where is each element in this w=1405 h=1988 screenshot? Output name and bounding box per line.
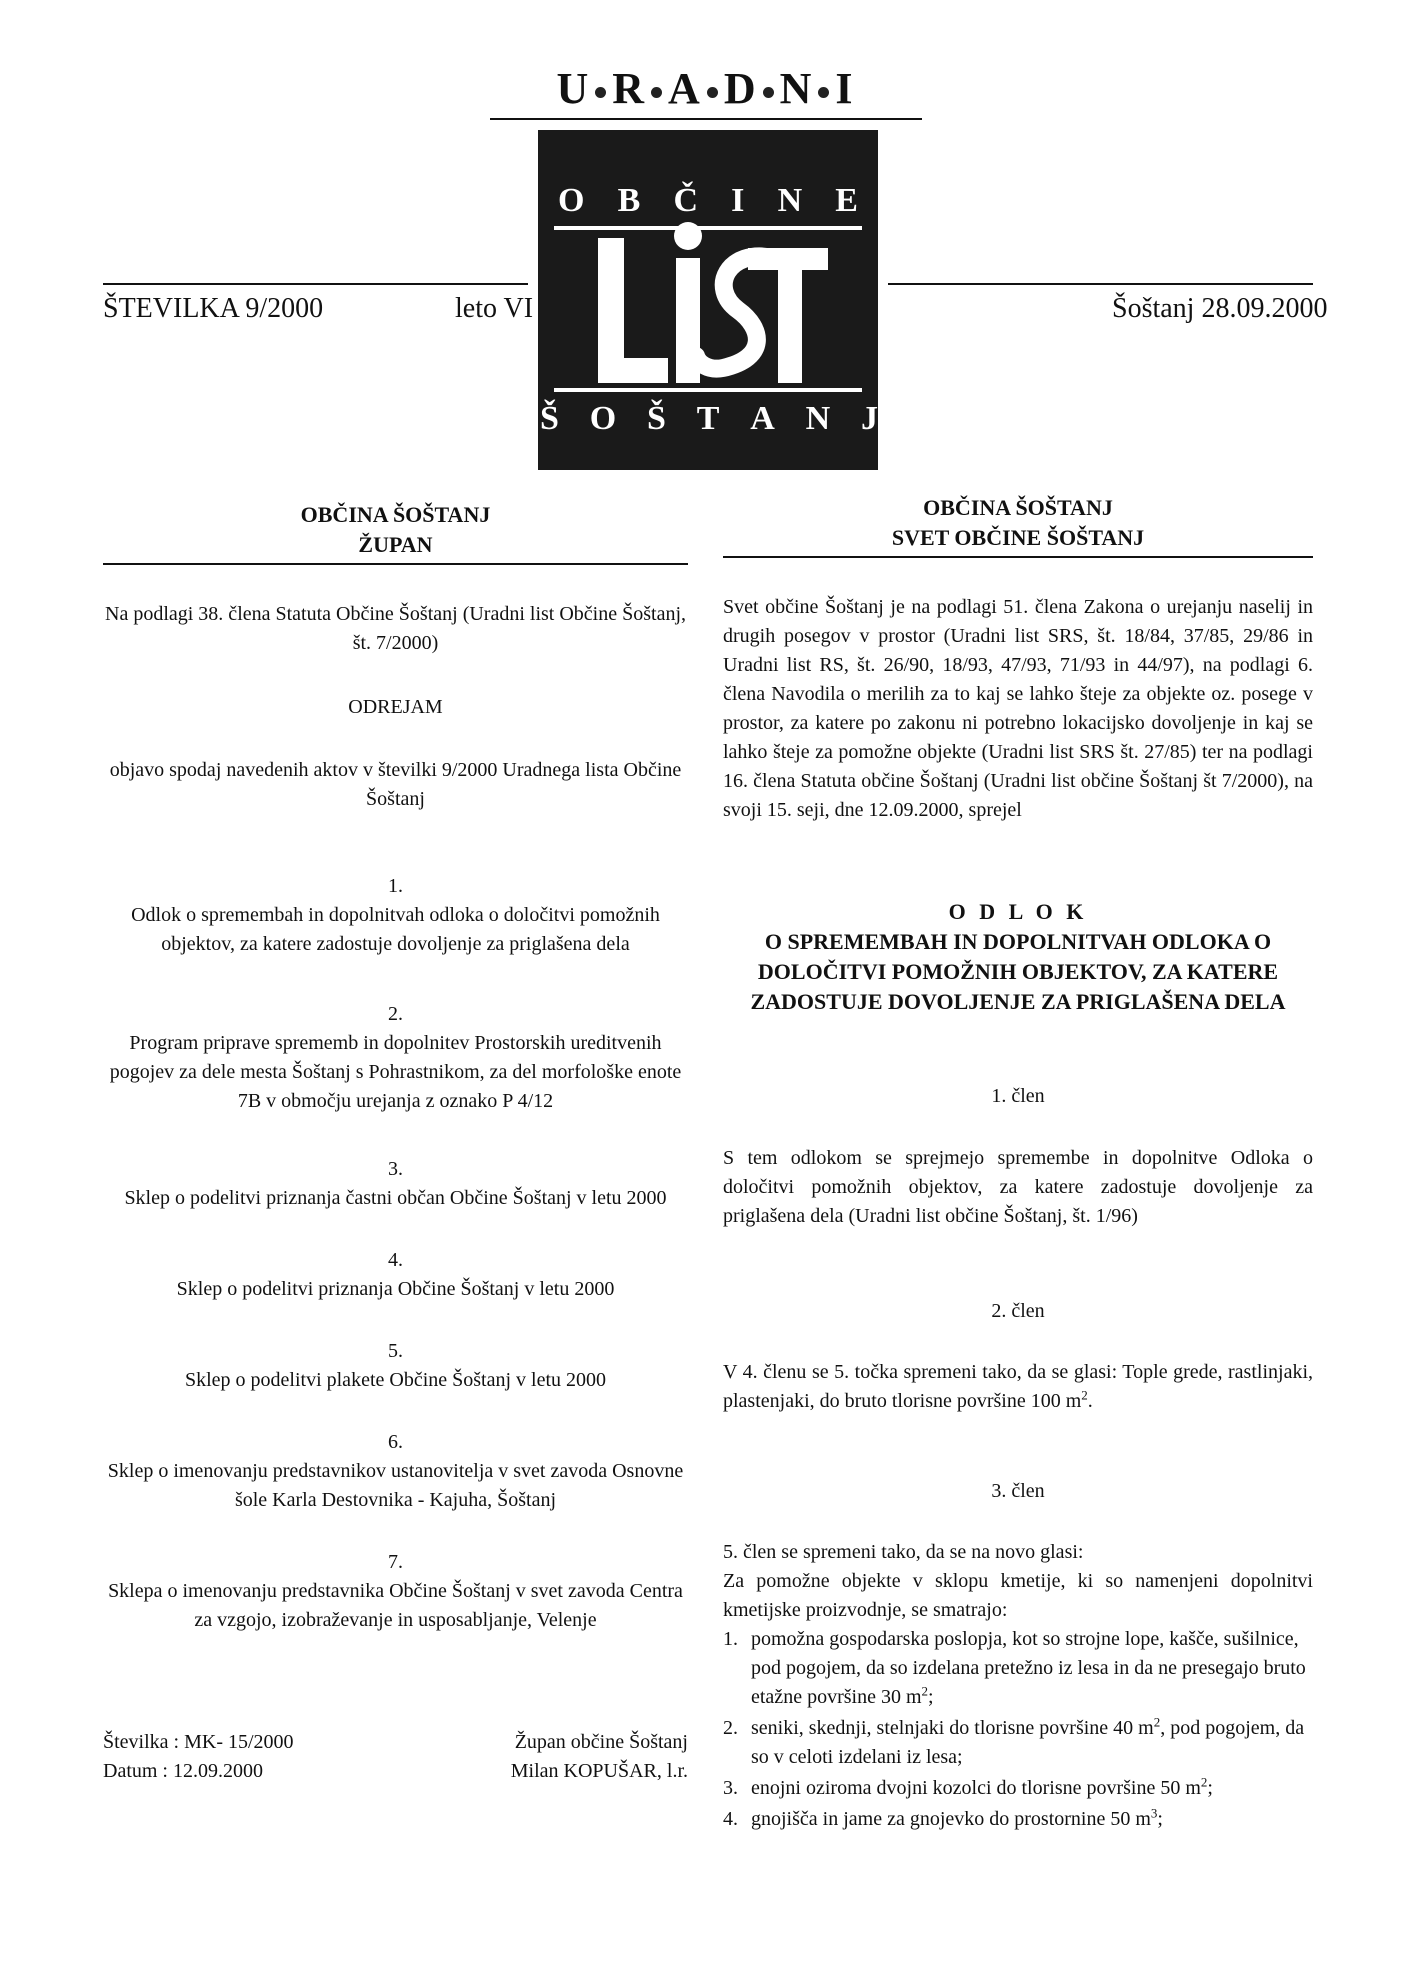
logo-divider (554, 388, 862, 392)
item-text: pomožna gospodarska poslopja, kot so strojne lope, kašče, sušilnice, pod pogojem, da so izdelana pretežno iz lesa in da ne presegajo bruto etažne površine 30 m (751, 1628, 1306, 1708)
item-number: 3. (723, 1777, 738, 1799)
right-heading-rule (723, 556, 1313, 558)
header-rule-left (103, 283, 528, 285)
mayor-title: Župan občine Šoštanj (514, 1731, 688, 1753)
masthead-letter: U (556, 64, 590, 113)
document-date: Datum : 12.09.2000 (103, 1760, 263, 1782)
issue-number: ŠTEVILKA 9/2000 (103, 293, 324, 324)
item-number: 4. (723, 1808, 738, 1830)
item-text: Program priprave sprememb in dopolnitev Prostorskih ureditvenih pogojev za dele mesta Šoštanj s Pohrastnikom, za del morfološke enote 7B v območju urejanja z oznako P 4/12 (109, 1032, 682, 1112)
item-number: 1. (723, 1628, 738, 1650)
article-3-line1: 5. člen se spremeni tako, da se na novo glasi: (723, 1541, 1084, 1563)
logo-letter: O (589, 400, 617, 437)
superscript: 2 (921, 1683, 928, 1699)
logo-top-letters (558, 182, 858, 220)
list-item (103, 872, 688, 959)
item-text: Sklepa o imenovanju predstavnika Občine Šoštanj v svet zavoda Centra za vzgojo, izobraževanje in usposabljanje, Velenje (108, 1580, 683, 1631)
dot-separator (595, 87, 606, 98)
item-end: ; (1207, 1777, 1213, 1799)
article-3-list (723, 1625, 1313, 1836)
logo-letter: Č (673, 182, 699, 219)
decree-title-line1: O D L O K (948, 899, 1088, 924)
item-number: 5. (388, 1340, 403, 1362)
right-heading-line2: SVET OBČINE ŠOŠTANJ (891, 525, 1145, 550)
issue-year: leto VI (455, 293, 534, 324)
logo-letter: I (731, 182, 745, 219)
logo-word-icon (598, 218, 828, 388)
list-item (103, 1246, 688, 1304)
item-number: 1. (388, 875, 403, 897)
article-3-line2: Za pomožne objekte v sklopu kmetije, ki so namenjeni dopolnitvi kmetijske proizvodnje, se smatrajo: (723, 1570, 1313, 1621)
article-1-title: 1. člen (991, 1085, 1045, 1107)
decree-text: objavo spodaj navedenih aktov v številki 9/2000 Uradnega lista Občine Šoštanj (109, 759, 682, 810)
item-number: 2. (723, 1717, 738, 1739)
dot-separator (707, 87, 718, 98)
dot-separator (763, 87, 774, 98)
dot-separator (818, 87, 829, 98)
logo-letter: A (750, 400, 775, 437)
item-number: 2. (388, 1003, 403, 1025)
masthead-letter: A (668, 64, 701, 113)
masthead-letter: N (779, 64, 813, 113)
item-number: 7. (388, 1551, 403, 1573)
list-item (723, 1805, 1313, 1834)
right-heading (723, 493, 1313, 553)
left-heading (103, 500, 688, 560)
left-heading-rule (103, 563, 688, 565)
list-item (103, 1155, 688, 1213)
superscript: 2 (1200, 1774, 1208, 1790)
item-end: ; (928, 1686, 934, 1708)
item-text: enojni oziroma dvojni kozolci do tlorisne površine 50 m (751, 1777, 1201, 1799)
decree: ODREJAM (348, 696, 443, 718)
item-end: ; (1157, 1808, 1163, 1830)
logo-bottom-letters (540, 400, 878, 438)
masthead-letter: D (723, 64, 757, 113)
logo-letter: T (696, 400, 720, 437)
masthead-title (490, 64, 920, 114)
article-3-title: 3. člen (991, 1480, 1045, 1502)
decree-title-line2: O SPREMEMBAH IN DOPOLNITVAH ODLOKA O DOLOČITVI POMOŽNIH OBJEKTOV, ZA KATERE ZADOSTUJE DOVOLJENJE ZA PRIGLAŠENA DELA (750, 929, 1286, 1014)
list-item (103, 1000, 688, 1116)
header-rule-right (888, 283, 1313, 285)
item-end: , pod pogojem, da so v celoti izdelani iz lesa; (751, 1717, 1305, 1768)
article-1-text: S tem odlokom se sprejmejo spremembe in dopolnitve Odloka o določitvi pomožnih objektov, za katere zadostuje dovoljenje za priglašena dela (Uradni list občine Šoštanj, št. 1/96) (723, 1147, 1313, 1227)
list-item (103, 1428, 688, 1515)
list-item (723, 1625, 1313, 1712)
item-number: 4. (388, 1249, 403, 1271)
superscript: 2 (1153, 1714, 1161, 1730)
logo-letter: E (835, 182, 858, 219)
logo-letter: Š (540, 400, 559, 437)
item-text: Sklep o imenovanju predstavnikov ustanovitelja v svet zavoda Osnovne šole Karla Destovnika - Kajuha, Šoštanj (107, 1460, 684, 1511)
superscript: 3 (1150, 1805, 1158, 1821)
item-text: Odlok o spremembah in dopolnitvah odloka o določitvi pomožnih objektov, za katere zadostuje dovoljenje za priglašena dela (131, 904, 660, 955)
list-item (103, 1548, 688, 1635)
masthead-letter: R (612, 64, 646, 113)
left-intro: Na podlagi 38. člena Statuta Občine Šoštanj (Uradni list Občine Šoštanj, št. 7/2000) (105, 603, 686, 654)
item-number: 6. (388, 1431, 403, 1453)
item-text: Sklep o podelitvi priznanja častni občan Občine Šoštanj v letu 2000 (124, 1187, 667, 1209)
masthead-rule (490, 118, 922, 120)
right-heading-line1: OBČINA ŠOŠTANJ (923, 495, 1113, 520)
superscript: 2 (1081, 1387, 1088, 1403)
article-2-end: . (1087, 1390, 1093, 1412)
masthead-letter: I (835, 64, 854, 113)
right-intro: Svet občine Šoštanj je na podlagi 51. člena Zakona o urejanju naselij in drugih posegov v prostor (Uradni list SRS, št. 18/84, 37/85, 29/86 in Uradni list RS, št. 26/90, 18/93, 47/93, 71/93 in 44/97), na podlagi 6. člena Navodila o merilih za to kaj se lahko šteje za objekte oz. posege v prostor, za katere po zakonu ni potrebno lokacijsko dovoljenje in kaj se lahko šteje za pomožne objekte (Uradni list SRS št. 27/85) ter na podlagi 16. člena Statuta občine Šoštanj (Uradni list občine Šoštanj št 7/2000), na svoji 15. seji, dne 12.09.2000, sprejel (723, 596, 1313, 821)
item-text: Sklep o podelitvi plakete Občine Šoštanj v letu 2000 (184, 1369, 607, 1391)
article-2-title: 2. člen (991, 1300, 1045, 1322)
logo-letter: N (777, 182, 803, 219)
document-number: Številka : MK- 15/2000 (103, 1731, 294, 1753)
logo-letter: Š (647, 400, 666, 437)
mayor-signature: Milan KOPUŠAR, l.r. (510, 1760, 688, 1782)
list-item (723, 1774, 1313, 1803)
left-heading-line2: ŽUPAN (358, 532, 433, 557)
item-number: 3. (388, 1158, 403, 1180)
logo-letter: O (558, 182, 585, 219)
list-item (103, 1337, 688, 1395)
list-item (723, 1714, 1313, 1772)
left-heading-line1: OBČINA ŠOŠTANJ (300, 502, 491, 527)
article-2-text (723, 1358, 1313, 1416)
logo-letter: B (617, 182, 641, 219)
dot-separator (651, 87, 662, 98)
place-date: Šoštanj 28.09.2000 (1112, 293, 1328, 324)
item-text: Sklep o podelitvi priznanja Občine Šoštanj v letu 2000 (176, 1278, 615, 1300)
decree-title (723, 897, 1313, 1017)
logo-letter: J (860, 400, 878, 437)
logo (538, 130, 878, 470)
logo-letter: N (805, 400, 831, 437)
item-text: seniki, skednji, stelnjaki do tlorisne površine 40 m (751, 1717, 1154, 1739)
article-2-body: V 4. členu se 5. točka spremeni tako, da se glasi: Tople grede, rastlinjaki, plastenjaki, do bruto tlorisne površine 100 m (723, 1361, 1313, 1412)
item-text: gnojišča in jame za gnojevko do prostornine 50 m (751, 1808, 1151, 1830)
